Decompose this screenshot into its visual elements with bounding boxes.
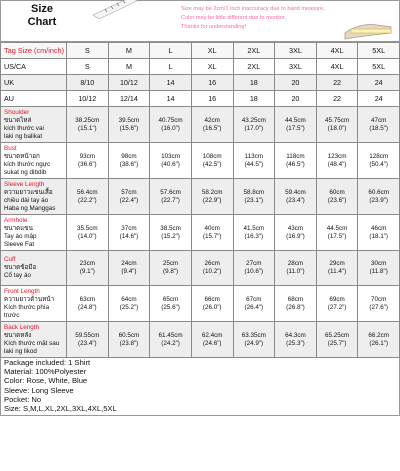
value-inch: (42.5") [202,160,222,168]
table-cell: 24 [358,91,400,107]
value-inch: (17.5") [286,124,305,132]
measurement-label [1,251,67,286]
measurement-cell [150,286,192,322]
value-cm: 128cm [369,152,389,160]
label-tagalog: Sleeve Fat [4,240,35,248]
tag-size-label: Tag Size (cm/inch) [1,43,67,59]
value-cm: 41.5cm [243,224,265,232]
measurement-cell [191,107,233,143]
value-cm: 66cm [204,295,220,303]
measurement-cell [233,143,275,179]
info-line: Material: 100%Polyester [4,367,87,377]
label-tagalog: laki ng likod [4,347,37,355]
label-tagalog: laki ng balikat [4,132,43,140]
value-cm: 98cm [121,152,137,160]
label-thai: ขนาดไหล่ [4,116,32,124]
info-line: Pocket: No [4,394,42,404]
measurement-cell [150,251,192,286]
measurement-cell [108,143,150,179]
label-thai: ขนาดหลัง [4,331,32,339]
measurement-cell [191,251,233,286]
value-cm: 59.55cm [75,331,100,339]
size-conversion-row [1,59,400,75]
value-cm: 64cm [121,295,137,303]
value-inch: (17.0") [244,124,264,132]
measurement-cell [233,251,275,286]
label-vietnamese: Tay áo mập [4,232,37,240]
info-line: Package included: 1 Shirt [4,358,91,367]
measurement-cell [191,215,233,251]
size-header-cell: S [67,43,109,59]
measurement-cell [108,215,150,251]
measurement-cell [233,107,275,143]
value-inch: (16.0") [161,124,180,132]
measurement-cell [358,322,400,358]
value-cm: 62.4cm [201,331,223,339]
label-english: Front Length [4,287,40,295]
value-inch: (25.2") [119,303,139,311]
info-line: Size: S,M,L,XL,2XL,3XL,4XL,5XL [4,404,117,414]
measurement-cell [233,322,275,358]
value-cm: 65.25cm [324,331,350,339]
value-inch: (15.1") [77,124,97,132]
table-cell: 2XL [233,59,275,75]
label-thai: ขนาดข้อมือ [4,264,37,271]
measurement-cell [67,143,109,179]
product-info [0,358,400,416]
value-inch: (24.2") [161,339,180,347]
value-cm: 56.4cm [76,188,98,196]
hand-measuring-icon [343,5,393,41]
value-cm: 59.4cm [285,188,306,196]
value-cm: 26cm [204,260,220,267]
row-label: AU [1,91,67,107]
value-cm: 70cm [370,295,387,303]
value-inch: (9.4") [121,268,137,275]
value-cm: 35.5cm [76,224,98,232]
size-header-cell: M [108,43,150,59]
measurement-cell [358,251,400,286]
value-inch: (38.6") [119,160,139,168]
size-table [0,42,400,358]
value-inch: (14.6") [119,232,139,240]
measurement-cell [150,215,192,251]
measurement-row [1,251,400,286]
value-cm: 58.2cm [201,188,223,196]
value-inch: (15.7") [202,232,222,240]
label-vietnamese: kích thước vai [4,124,44,132]
measurement-cell [275,286,317,322]
measurement-cell [316,179,358,215]
value-cm: 39.5cm [118,116,140,124]
table-cell: 5XL [358,59,400,75]
measurement-row [1,143,400,179]
value-inch: (22.7") [161,196,180,204]
measurement-row [1,286,400,322]
value-cm: 64.3cm [285,331,306,339]
size-header-row [1,43,400,59]
measurement-row [1,107,400,143]
measurement-cell [191,322,233,358]
value-cm: 57cm [121,188,137,196]
measurement-cell [108,286,150,322]
measurement-notes: Size may be 2cm/1 inch inaccuracy due to hand measure, Color may be little different due to monitor, Thanks for understanding! [181,6,325,30]
label-english: Back Length [4,323,40,331]
measuring-tape-icon [91,0,151,19]
label-tagalog: sukat ng dibdib [4,168,47,176]
value-inch: (9.8") [162,268,179,275]
value-cm: 57.6cm [160,188,181,196]
value-inch: (36.6") [77,160,97,168]
value-cm: 25cm [162,260,179,267]
label-tagalog: trước [4,311,20,319]
value-inch: (10.6") [244,268,264,275]
value-inch: (22.4") [119,196,139,204]
table-cell: M [108,59,150,75]
value-cm: 65cm [162,295,179,303]
value-inch: (11.0") [286,268,305,275]
value-inch: (16.9") [286,232,305,240]
measurement-cell [108,322,150,358]
value-cm: 118cm [286,152,305,160]
measurement-cell [358,215,400,251]
measurement-cell [67,251,109,286]
size-header-cell: 5XL [358,43,400,59]
value-inch: (48.4") [327,160,347,168]
measurement-cell [233,215,275,251]
value-inch: (26.4") [244,303,264,311]
size-chart-title: Size Chart [27,3,57,28]
value-cm: 28cm [287,260,304,267]
measurement-cell [67,286,109,322]
value-cm: 63cm [79,295,96,303]
value-inch: (16.5") [202,124,222,132]
value-inch: (26.8") [286,303,305,311]
measurement-label [1,143,67,179]
measurement-label [1,215,67,251]
value-inch: (23.8") [119,339,139,347]
measurement-cell [191,143,233,179]
value-inch: (44.5") [244,160,264,168]
chart-header [0,0,400,42]
label-thai: ความยาวแขนเสื้อ [4,188,53,196]
value-cm: 68cm [287,295,304,303]
measurement-cell [108,179,150,215]
measurement-cell [358,179,400,215]
value-inch: (15.2") [161,232,180,240]
value-inch: (24.8") [77,303,97,311]
info-line: Color: Rose, White, Blue [4,376,88,386]
value-cm: 47cm [370,116,387,124]
value-inch: (25.7") [327,339,347,347]
value-cm: 69cm [329,295,345,303]
row-label: UK [1,75,67,91]
table-cell: XL [191,59,233,75]
value-inch: (17.5") [327,232,347,240]
value-cm: 43.25cm [241,116,266,124]
label-english: Cuff [4,256,16,263]
measurement-cell [67,179,109,215]
table-cell: 10/12 [67,91,109,107]
value-inch: (24.9") [244,339,264,347]
value-cm: 123cm [327,152,347,160]
value-inch: (18.5") [369,124,389,132]
value-inch: (25.6") [161,303,180,311]
value-inch: (26.0") [202,303,222,311]
measurement-cell [275,143,317,179]
table-cell: 3XL [275,59,317,75]
table-cell: 12/14 [108,91,150,107]
value-cm: 27cm [246,260,262,267]
value-cm: 38.5cm [160,224,181,232]
table-cell: 4XL [316,59,358,75]
label-tagalog: Haba ng Manggas [4,204,56,212]
measurement-row [1,322,400,358]
value-inch: (14.0") [77,232,97,240]
table-cell: 24 [358,75,400,91]
measurement-cell [108,251,150,286]
table-cell: 8/10 [67,75,109,91]
measurement-cell [316,143,358,179]
measurement-cell [150,107,192,143]
value-cm: 60cm [329,188,345,196]
label-vietnamese: kích thước ngực [4,160,51,168]
value-cm: 58.8cm [243,188,265,196]
table-cell: 20 [275,91,317,107]
measurement-label [1,322,67,358]
measurement-cell [275,179,317,215]
measurement-cell [316,286,358,322]
label-english: Armhole [4,216,28,224]
measurement-cell [316,322,358,358]
value-inch: (50.4") [369,160,389,168]
measurement-row [1,179,400,215]
measurement-cell [67,215,109,251]
size-header-cell: 2XL [233,43,275,59]
measurement-label [1,286,67,322]
table-cell: 22 [316,75,358,91]
table-cell: 20 [275,75,317,91]
label-vietnamese: Cổ tay áo [4,272,31,279]
measurement-cell [316,215,358,251]
value-cm: 60.5cm [118,331,140,339]
value-inch: (16.3") [244,232,264,240]
measurement-cell [150,143,192,179]
size-header-cell: L [150,43,192,59]
measurement-cell [233,179,275,215]
label-thai: ความยาวด้านหน้า [4,295,55,303]
value-inch: (22.2") [77,196,97,204]
value-cm: 29cm [329,260,345,267]
measurement-cell [191,286,233,322]
value-inch: (15.6") [119,124,139,132]
label-english: Bust [4,144,17,152]
table-cell: 16 [191,75,233,91]
value-cm: 24cm [121,260,137,267]
value-inch: (27.2") [327,303,347,311]
value-cm: 44.5cm [326,224,348,232]
table-cell: 14 [150,91,192,107]
size-conversion-row [1,75,400,91]
value-inch: (40.6") [161,160,180,168]
table-cell: 16 [191,91,233,107]
value-cm: 23cm [79,260,96,267]
value-cm: 108cm [202,152,222,160]
value-cm: 67cm [246,295,262,303]
value-cm: 40cm [204,224,220,232]
value-cm: 45.75cm [324,116,350,124]
value-cm: 42cm [204,116,220,124]
measurement-cell [275,215,317,251]
label-english: Shoulder [4,108,30,116]
value-inch: (22.9") [202,196,222,204]
value-cm: 103cm [161,152,181,160]
value-inch: (23.4") [286,196,305,204]
table-cell: 22 [316,91,358,107]
measurement-cell [358,107,400,143]
measurement-cell [67,107,109,143]
value-inch: (23.4") [77,339,97,347]
measurement-cell [67,322,109,358]
value-cm: 40.75cm [158,116,183,124]
label-thai: ขนาดหน้าอก [4,152,40,160]
measurement-cell [150,179,192,215]
info-line: Sleeve: Long Sleeve [4,385,74,395]
value-cm: 113cm [244,152,264,160]
measurement-cell [233,286,275,322]
value-inch: (18.1") [369,232,389,240]
value-inch: (9.1") [79,268,95,275]
measurement-cell [275,251,317,286]
measurement-cell [358,286,400,322]
value-inch: (23.9") [369,196,389,204]
value-cm: 38.25cm [75,116,100,124]
size-header-cell: XL [191,43,233,59]
table-cell: 18 [233,91,275,107]
value-cm: 66.2cm [368,331,390,339]
value-inch: (10.2") [202,268,222,275]
size-header-cell: 4XL [316,43,358,59]
value-cm: 30cm [370,260,387,267]
value-inch: (46.5") [286,160,305,168]
value-inch: (23.6") [327,196,347,204]
value-cm: 60.6cm [368,188,390,196]
row-label: US/CA [1,59,67,75]
value-inch: (23.1") [244,196,264,204]
measurement-cell [150,322,192,358]
value-cm: 93cm [79,152,96,160]
label-thai: ขนาดแขน [4,224,33,232]
value-cm: 61.45cm [158,331,183,339]
label-vietnamese: chiều dài tay áo [4,196,49,204]
measurement-cell [108,107,150,143]
label-vietnamese: Kích thước phía [4,303,50,311]
measurement-cell [275,322,317,358]
value-inch: (11.4") [327,268,347,275]
value-inch: (25.3") [286,339,305,347]
value-cm: 44.5cm [285,116,306,124]
measurement-cell [358,143,400,179]
value-cm: 46cm [370,224,387,232]
value-cm: 43cm [287,224,304,232]
table-cell: S [67,59,109,75]
value-inch: (27.6") [369,303,389,311]
measurement-row [1,215,400,251]
label-vietnamese: Kích thước mặt sau [4,339,60,347]
size-header-cell: 3XL [275,43,317,59]
value-cm: 37cm [121,224,137,232]
measurement-cell [275,107,317,143]
measurement-cell [316,107,358,143]
measurement-cell [191,179,233,215]
size-conversion-row [1,91,400,107]
measurement-cell [316,251,358,286]
measurement-label [1,107,67,143]
value-inch: (26.1") [369,339,389,347]
value-inch: (18.0") [327,124,347,132]
measurement-label [1,179,67,215]
value-inch: (24.6") [202,339,222,347]
table-cell: 10/12 [108,75,150,91]
value-cm: 63.35cm [241,331,266,339]
table-cell: 18 [233,75,275,91]
table-cell: L [150,59,192,75]
value-inch: (11.8") [369,268,388,275]
label-english: Sleeve Length [4,180,45,188]
table-cell: 14 [150,75,192,91]
